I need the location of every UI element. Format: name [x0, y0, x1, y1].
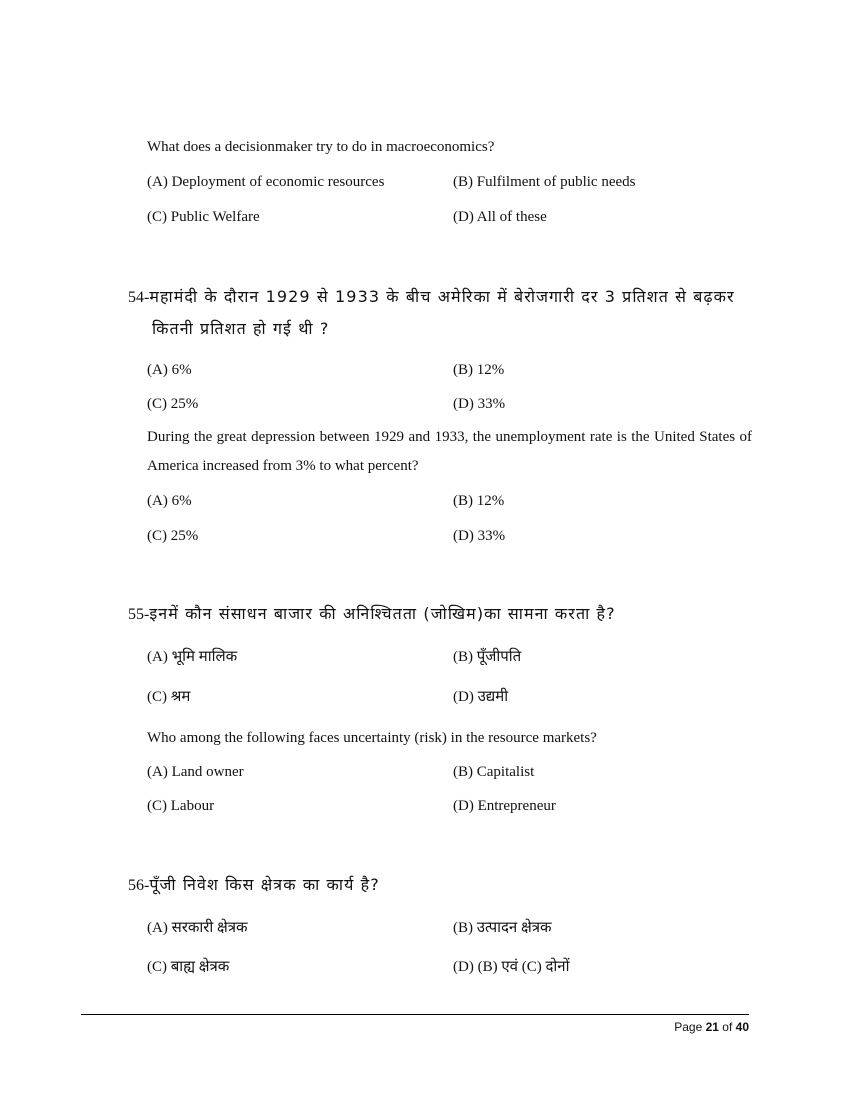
q55-hi-option-d: (D) उद्यमी — [453, 689, 509, 705]
q53-option-d: (D) All of these — [453, 209, 547, 225]
q55-en-option-c: (C) Labour — [147, 798, 215, 814]
q54-hi-option-b: (B) 12% — [453, 362, 505, 378]
q53-question-en: What does a decisionmaker try to do in macroeconomics? — [147, 139, 495, 155]
page-number — [674, 1019, 749, 1035]
q55-hi-option-c: (C) श्रम — [147, 689, 191, 705]
q54-en-option-d: (D) 33% — [453, 528, 506, 544]
page-total: 40 — [735, 1020, 749, 1034]
q55-question-en: Who among the following faces uncertainty (risk) in the resource markets? — [147, 730, 597, 746]
q53-option-c: (C) Public Welfare — [147, 209, 260, 225]
q54-question-hi-text2: कितनी प्रतिशत हो गई थी ? — [152, 319, 330, 338]
q55-hi-option-a: (A) भूमि मालिक — [147, 649, 238, 665]
q54-en-option-a: (A) 6% — [147, 493, 192, 509]
q55-number: 55- — [128, 606, 150, 623]
q56-option-b: (B) उत्पादन क्षेत्रक — [453, 920, 552, 936]
q55-question-hi — [128, 603, 616, 626]
q53-option-b: (B) Fulfilment of public needs — [453, 174, 636, 190]
q55-en-option-d: (D) Entrepreneur — [453, 798, 556, 814]
page-prefix: Page — [674, 1020, 706, 1034]
q55-en-option-a: (A) Land owner — [147, 764, 244, 780]
q56-number: 56- — [128, 877, 150, 894]
q53-option-a: (A) Deployment of economic resources — [147, 174, 385, 190]
q56-question-hi-text: पूँजी निवेश किस क्षेत्रक का कार्य है? — [149, 875, 380, 894]
q54-hi-option-c: (C) 25% — [147, 396, 199, 412]
q55-hi-option-b: (B) पूँजीपति — [453, 649, 522, 665]
q56-option-a: (A) सरकारी क्षेत्रक — [147, 920, 248, 936]
q54-question-hi-text1: महामंदी के दौरान 1929 से 1933 के बीच अमेरिका में बेरोजगारी दर 3 प्रतिशत से बढ़कर — [149, 287, 735, 306]
page-current: 21 — [705, 1020, 719, 1034]
footer-divider — [81, 1014, 749, 1015]
q54-en-option-c: (C) 25% — [147, 528, 199, 544]
page-of: of — [718, 1020, 736, 1034]
q54-number: 54- — [128, 289, 150, 306]
q55-question-hi-text: इनमें कौन संसाधन बाजार की अनिश्चितता (जोखिम)का सामना करता है? — [149, 604, 616, 623]
q56-option-d: (D) (B) एवं (C) दोनों — [453, 959, 570, 975]
q54-question-hi-line2 — [152, 318, 329, 341]
q54-hi-option-d: (D) 33% — [453, 396, 506, 412]
q55-en-option-b: (B) Capitalist — [453, 764, 535, 780]
q54-question-en: During the great depression between 1929 and 1933, the unemployment rate is the United States of America increased from 3% to what percent? — [147, 429, 752, 474]
q54-question-hi-line1 — [128, 286, 735, 309]
q56-option-c: (C) बाह्य क्षेत्रक — [147, 959, 230, 975]
q54-hi-option-a: (A) 6% — [147, 362, 192, 378]
q56-question-hi — [128, 874, 380, 897]
q54-en-option-b: (B) 12% — [453, 493, 505, 509]
